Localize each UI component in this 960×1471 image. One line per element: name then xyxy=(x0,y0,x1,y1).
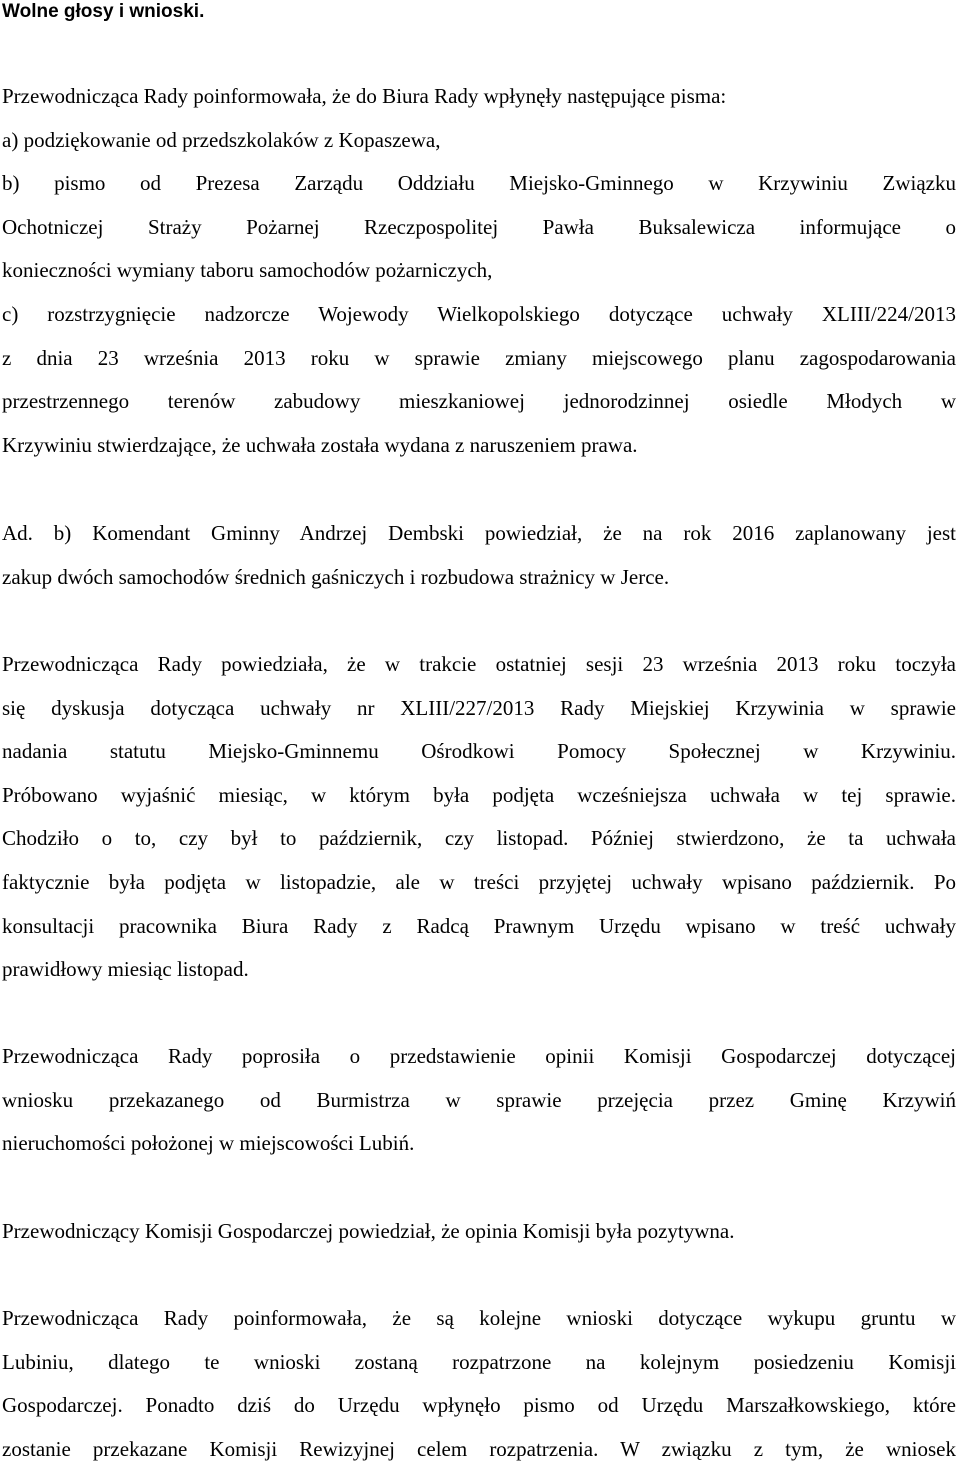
text-line: zakup dwóch samochodów średnich gaśniczych i rozbudowa strażnicy w Jerce. xyxy=(2,564,670,589)
text-line: z dnia 23 września 2013 roku w sprawie zmiany miejscowego planu zagospodarowania xyxy=(2,345,956,370)
text-line: a) podziękowanie od przedszkolaków z Kopaszewa, xyxy=(2,127,441,152)
text-line: faktycznie była podjęta w listopadzie, ale w treści przyjętej uchwały wpisano październik. Po xyxy=(2,869,956,894)
text-line: b) pismo od Prezesa Zarządu Oddziału Miejsko-Gminnego w Krzywiniu Związku xyxy=(2,171,956,196)
text-line: konieczności wymiany taboru samochodów pożarniczych, xyxy=(2,258,493,283)
text-line: Gospodarczej. Ponadto dziś do Urzędu wpłynęło pismo od Urzędu Marszałkowskiego, które xyxy=(2,1393,956,1418)
paragraph-further-motions xyxy=(2,1297,956,1471)
text-line: Ochotniczej Straży Pożarnej Rzeczpospolitej Pawła Buksalewicza informujące o xyxy=(2,214,956,239)
text-line: wniosku przekazanego od Burmistrza w sprawie przejęcia przez Gminę Krzywiń xyxy=(2,1087,956,1112)
text-line: Przewodnicząca Rady powiedziała, że w trakcie ostatniej sesji 23 września 2013 roku toczyła xyxy=(2,652,956,676)
paragraph-resolution-discussion xyxy=(2,643,956,992)
text-line: Przewodnicząca Rady poinformowała, że są kolejne wnioski dotyczące wykupu gruntu w xyxy=(2,1306,956,1330)
text-line: przestrzennego terenów zabudowy mieszkaniowej jednorodzinnej osiedle Młodych w xyxy=(2,389,956,414)
text-line: się dyskusja dotycząca uchwały nr XLIII/227/2013 Rady Miejskiej Krzywinia w sprawie xyxy=(2,695,956,720)
paragraph-opinion-request xyxy=(2,1035,956,1166)
text-line: Chodziło o to, czy był to październik, czy listopad. Później stwierdzono, że ta uchwała xyxy=(2,826,956,851)
text-line: nadania statutu Miejsko-Gminnemu Ośrodkowi Pomocy Społecznej w Krzywiniu. xyxy=(2,739,956,764)
text-line: Krzywiniu stwierdzające, że uchwała została wydana z naruszeniem prawa. xyxy=(2,432,638,457)
text-line: Przewodniczący Komisji Gospodarczej powiedział, że opinia Komisji była pozytywna. xyxy=(2,1219,735,1243)
text-line: Ad. b) Komendant Gminny Andrzej Dembski powiedział, że na rok 2016 zaplanowany jest xyxy=(2,521,956,545)
text-line: prawidłowy miesiąc listopad. xyxy=(2,957,249,982)
text-line: c) rozstrzygnięcie nadzorcze Wojewody Wielkopolskiego dotyczące uchwały XLIII/224/2013 xyxy=(2,301,956,326)
paragraph-letters xyxy=(2,75,956,467)
text-line: Przewodnicząca Rady poprosiła o przedstawienie opinii Komisji Gospodarczej dotyczącej xyxy=(2,1044,956,1068)
text-line: Przewodnicząca Rady poinformowała, że do Biura Rady wpłynęły następujące pisma: xyxy=(2,84,727,108)
text-line: nieruchomości położonej w miejscowości Lubiń. xyxy=(2,1131,415,1156)
text-line: konsultacji pracownika Biura Rady z Radcą Prawnym Urzędu wpisano w treść uchwały xyxy=(2,913,956,938)
paragraph-committee-opinion xyxy=(2,1210,956,1254)
paragraph-ad-b xyxy=(2,512,956,599)
text-line: Próbowano wyjaśnić miesiąc, w którym była podjęta wcześniejsza uchwała w tej sprawie. xyxy=(2,782,956,807)
section-heading: Wolne głosy i wnioski. xyxy=(2,1,205,22)
text-line: zostanie przekazane Komisji Rewizyjnej celem rozpatrzenia. W związku z tym, że wniosek xyxy=(2,1436,956,1461)
text-line: Lubiniu, dlatego te wnioski zostaną rozpatrzone na kolejnym posiedzeniu Komisji xyxy=(2,1349,956,1374)
